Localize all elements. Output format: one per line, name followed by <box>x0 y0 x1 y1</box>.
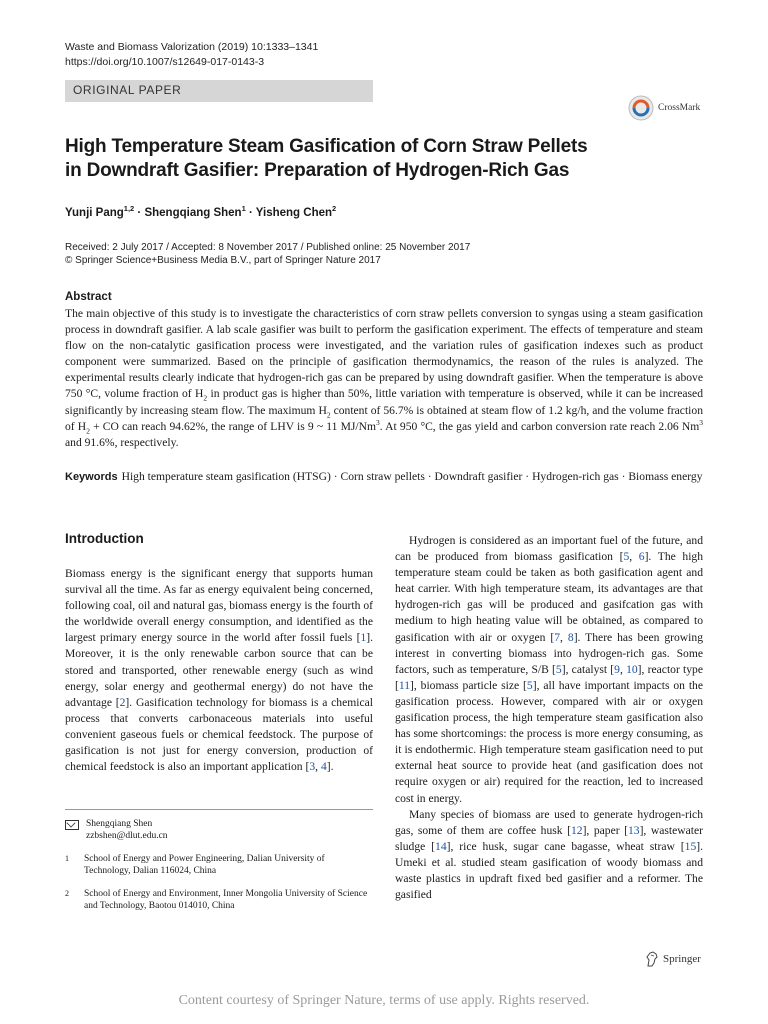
corresponding-author-email[interactable]: zzbshen@dlut.edu.cn <box>86 831 168 842</box>
publisher-name: Springer <box>663 953 701 965</box>
footnotes <box>65 818 373 922</box>
paragraph <box>65 566 373 775</box>
author-list <box>65 204 336 219</box>
author-affiliation-mark: 2 <box>332 204 337 213</box>
citation-link[interactable]: 6 <box>638 550 645 564</box>
text-fragment: ], reactor type [ <box>395 662 703 692</box>
citation-link[interactable]: 11 <box>398 678 411 692</box>
author-name[interactable]: Yisheng Chen <box>255 206 333 219</box>
abstract-fragment: . At 950 °C, the gas yield and carbon conversion rate reach 2.06 Nm <box>379 419 700 433</box>
text-fragment: ], wastewater sludge [ <box>395 823 703 853</box>
citation-link[interactable]: 9 <box>614 662 620 676</box>
author-separator: · <box>245 206 256 219</box>
citation-link[interactable]: 5 <box>623 550 630 564</box>
history-dates: Received: 2 July 2017 / Accepted: 8 November 2017 / Published online: 25 November 2017 <box>65 242 471 253</box>
footnote-divider <box>65 809 373 810</box>
text-fragment: ]. The high temperature steam could be taken as both gasification agent and heat carrier. With high temperature steam, its advantages are that hydrogen-rich gas will be produced and gasifcation gas with medium to high heating value will be obtained, as compared to gasification with air or oxygen [ <box>395 550 704 644</box>
corresponding-author <box>65 818 373 843</box>
affiliation <box>65 853 373 878</box>
text-fragment: ], rice husk, sugar cane bagasse, wheat straw [ <box>446 839 685 853</box>
affiliation <box>65 888 373 913</box>
keywords-list: High temperature steam gasification (HTSG) · Corn straw pellets · Downdraft gasifier · Hydrogen-rich gas · Biomass energy <box>121 470 703 483</box>
paragraph <box>395 807 703 904</box>
affiliation-text: School of Energy and Power Engineering, Dalian University of Technology, Dalian 116024, China <box>84 853 325 877</box>
text-fragment: ]. Gasification technology for biomass is a chemical process that converts carbonaceous materials into useful convenient gaseous fuels or chemical feedstock. The purpose of gasification is not just for energy conversion, production of chemical feedstock is also an important application [ <box>65 695 373 774</box>
text-fragment: ], all have important impacts on the gasification process. However, compared with air or oxygen gasification process, the high temperature steam gasification also has some shortcomings: the process is more energy consuming, as it is endothermic. High temperature steam gasification need to put external heat source to provide heat (and gasification does not require oxygen or air) required for the reaction, led to increased cost in energy. <box>395 678 703 805</box>
citation-link[interactable]: 5 <box>555 662 562 676</box>
journal-name: Waste and Biomass Valorization (2019) 10:1333–1341 <box>65 41 319 53</box>
text-fragment: ]. Umeki et al. studied steam gasification of woody biomass and waste plastics in updraft fixed bed gasifier and a reformer. The gasified <box>395 839 704 902</box>
citation-link[interactable]: 15 <box>684 839 697 853</box>
article-type-banner <box>65 80 373 102</box>
journal-citation <box>65 40 318 70</box>
courtesy-notice: Content courtesy of Springer Nature, terms of use apply. Rights reserved. <box>178 993 590 1008</box>
subscript: 2 <box>203 393 208 403</box>
keywords-block <box>65 469 705 485</box>
abstract-fragment: + CO can reach 94.62%, the range of LHV is 9 ~ 11 MJ/Nm <box>89 419 377 433</box>
author-separator: · <box>134 206 145 219</box>
citation-link[interactable]: 3 <box>309 760 316 774</box>
text-fragment: , <box>315 760 321 774</box>
text-fragment: Biomass energy is the significant energy that supports human survival all the time. As far as energy equivalent being concerned, following coal, oil and natural gas, biomass energy is the fourth of the worldwide overall energy consumption, and identified as the largest primary energy source in the world after fossil fuels [ <box>65 567 373 645</box>
text-fragment: ], biomass particle size [ <box>410 678 527 692</box>
text-fragment: ]. Moreover, it is the only renewable carbon source that can be stored and transported, other renewable energy (such as wind energy, solar energy and geothermal energy) do not have the advantage [ <box>65 631 373 709</box>
corresponding-author-name: Shengqiang Shen <box>86 819 153 829</box>
abstract-heading: Abstract <box>65 291 112 303</box>
crossmark-badge[interactable] <box>628 94 708 122</box>
superscript: 3 <box>376 417 380 427</box>
citation-link[interactable]: 12 <box>570 823 583 837</box>
text-fragment: ], catalyst [ <box>561 662 615 676</box>
abstract-fragment: and 91.6%, respectively. <box>65 435 179 449</box>
text-fragment: , <box>560 630 568 644</box>
citation-link[interactable]: 5 <box>526 678 533 692</box>
text-fragment: Hydrogen is considered as an important fuel of the future, and can be produced from biomass gasification [ <box>395 534 703 564</box>
subscript: 2 <box>326 409 331 419</box>
abstract-fragment: The main objective of this study is to investigate the characteristics of corn straw pellets conversion to syngas using a steam gasification process in downdraft gasifier. A lab scale gasifier was built to perform the gasification experiment. The effects of temperature and steam flow on the non-catalytic gasification process were investigated, and the variation rules of gasification indexes such as product component were summarized. Based on the principle of gasification thermodynamics, the reason of the rules is analyzed. The experimental results clearly indicate that hydrogen-rich gas can be prepared by using downdraft gasifier. When the temperature is above 750 °C, volume fraction of H <box>65 307 703 401</box>
text-fragment: ]. There has been growing interest in converting biomass into hydrogen-rich gas. Some factors, such as temperature, S/B [ <box>395 630 703 676</box>
introduction-left-column <box>65 566 373 775</box>
affiliation-mark: 1 <box>65 853 69 863</box>
title-line-2: in Downdraft Gasifier: Preparation of Hydrogen-Rich Gas <box>65 160 570 181</box>
text-fragment: ]. <box>326 760 334 774</box>
citation-link[interactable]: 8 <box>567 630 574 644</box>
citation-link[interactable]: 1 <box>360 631 367 645</box>
crossmark-icon <box>628 95 654 121</box>
publisher-mark <box>645 951 701 967</box>
envelope-icon <box>65 820 79 830</box>
citation-link[interactable]: 7 <box>554 630 561 644</box>
text-fragment: ], paper [ <box>582 823 628 837</box>
article-type-label: ORIGINAL PAPER <box>73 83 182 97</box>
keywords-label: Keywords <box>65 471 118 483</box>
introduction-right-column <box>395 533 703 903</box>
citation-link[interactable]: 13 <box>627 823 640 837</box>
author-affiliation-mark: 1,2 <box>123 204 135 213</box>
publication-history <box>65 241 470 267</box>
introduction-heading: Introduction <box>65 531 144 546</box>
citation-link[interactable]: 4 <box>320 760 327 774</box>
springer-horse-icon <box>645 951 659 967</box>
citation-link[interactable]: 10 <box>626 662 638 676</box>
paragraph <box>395 533 703 807</box>
subscript: 2 <box>86 425 90 435</box>
author-name[interactable]: Shengqiang Shen <box>144 206 242 219</box>
text-fragment: Many species of biomass are used to generate hydrogen-rich gas, some of them are coffee husk [ <box>395 807 703 837</box>
crossmark-label: CrossMark <box>658 103 701 113</box>
affiliation-text: School of Energy and Environment, Inner Mongolia University of Science and Technology, Baotou 014010, China <box>84 888 368 912</box>
citation-link[interactable]: 14 <box>435 839 447 853</box>
paper-title <box>65 135 625 183</box>
superscript: 3 <box>699 417 703 427</box>
title-line-1: High Temperature Steam Gasification of Corn Straw Pellets <box>65 136 588 157</box>
author-name[interactable]: Yunji Pang <box>65 206 124 219</box>
text-fragment: , <box>629 550 639 564</box>
author-affiliation-mark: 1 <box>241 204 246 213</box>
affiliation-mark: 2 <box>65 888 69 898</box>
abstract-fragment: in product gas is higher than 50%, little variation with temperature is observed, while it can be increased significantly by increasing steam flow. The maximum H <box>65 387 703 417</box>
citation-link[interactable]: 2 <box>119 695 126 709</box>
abstract-text <box>65 306 703 451</box>
abstract-fragment: content of 56.7% is obtained at steam flow of 1.2 kg/h, and the volume fraction of H <box>65 403 703 433</box>
copyright-line: © Springer Science+Business Media B.V., part of Springer Nature 2017 <box>65 255 381 266</box>
text-fragment: , <box>619 662 627 676</box>
doi-link[interactable]: https://doi.org/10.1007/s12649-017-0143-3 <box>65 56 265 68</box>
